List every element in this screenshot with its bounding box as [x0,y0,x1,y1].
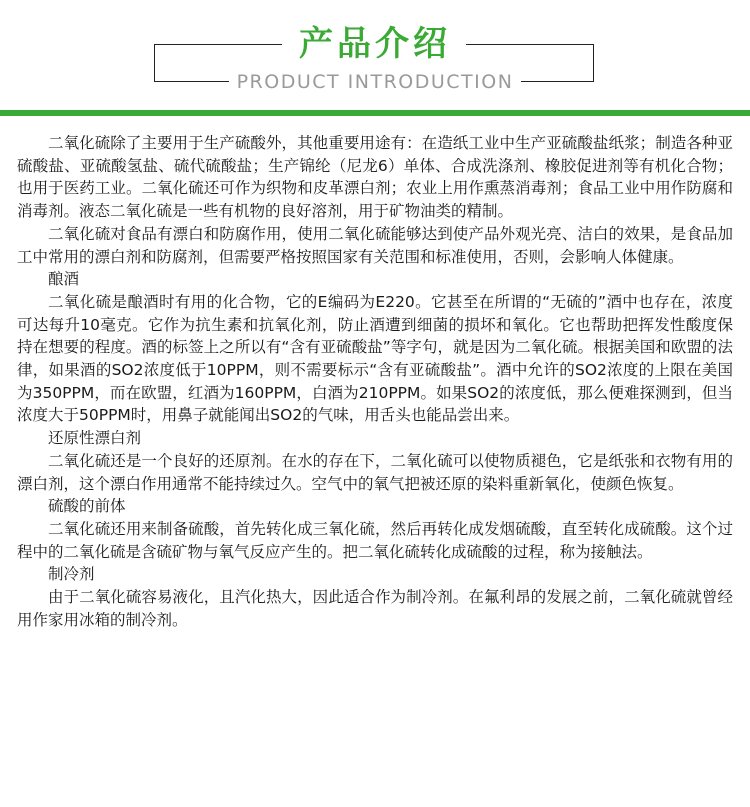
paragraph-food: 二氧化硫对食品有漂白和防腐作用，使用二氧化硫能够达到使产品外观光亮、洁白的效果，是食品加工中常用的漂白剂和防腐剂，但需要严格按照国家有关范围和标准使用，否则，会影响人体健康。 [17,224,733,266]
paragraph-uses: 二氧化硫除了主要用于生产硫酸外，其他重要用途有：在造纸工业中生产亚硫酸盐纸浆；制造各种亚硫酸盐、亚硫酸氢盐、硫代硫酸盐；生产锦纶（尼龙6）单体、合成洗涤剂、橡胶促进剂等有机化合物；也用于医药工业。二氧化硫还可作为织物和皮革漂白剂；农业上用作熏蒸消毒剂；食品工业中用作防腐和消毒剂。液态二氧化硫是一些有机物的良好溶剂，用于矿物油类的精制。 [17,134,733,221]
page-subtitle-text: PRODUCT INTRODUCTION [229,71,522,93]
paragraph-reducing-bleach: 二氧化硫还是一个良好的还原剂。在水的存在下，二氧化硫可以使物质褪色，它是纸张和衣物有用的漂白剂，这个漂白作用通常不能持续过久。空气中的氧气把被还原的染料重新氧化，使颜色恢复。 [17,451,733,493]
paragraph-sulfuric-acid: 二氧化硫还用来制备硫酸，首先转化成三氧化硫，然后再转化成发烟硫酸，直至转化成硫酸。这个过程中的二氧化硫是含硫矿物与氧气反应产生的。把二氧化硫转化成硫酸的过程，称为接触法。 [17,519,733,561]
paragraph-winemaking: 二氧化硫是酿酒时有用的化合物，它的E编码为E220。它甚至在所谓的“无硫的”酒中也存在，浓度可达每升10毫克。它作为抗生素和抗氧化剂，防止酒遭到细菌的损坏和氧化。它也帮助把挥发性酸度保持在想要的程度。酒的标签上之所以有“含有亚硫酸盐”等字句，就是因为二氧化硫。根据美国和欧盟的法律，如果酒的SO2浓度低于10PPM，则不需要标示“含有亚硫酸盐”。酒中允许的SO2浓度的上限在美国为350PPM，而在欧盟，红酒为160PPM，白酒为210PPM。如果SO2的浓度低，那么便难探测到，但当浓度大于50PPM时，用鼻子就能闻出SO2的气味，用舌头也能品尝出来。 [17,292,733,425]
divider-bar [0,110,750,116]
heading-reducing-bleach: 还原性漂白剂 [48,429,142,448]
paragraph-refrigerant: 由于二氧化硫容易液化，且汽化热大，因此适合作为制冷剂。在氟利昂的发展之前，二氧化硫就曾经用作家用冰箱的制冷剂。 [17,588,733,629]
page-title: 产品介绍 [299,24,451,64]
heading-refrigerant: 制冷剂 [48,565,95,584]
heading-sulfuric-acid: 硫酸的前体 [48,497,126,516]
page-subtitle [0,70,750,94]
heading-winemaking: 酿酒 [48,270,80,289]
article-body [17,132,733,631]
section-header [0,0,750,118]
